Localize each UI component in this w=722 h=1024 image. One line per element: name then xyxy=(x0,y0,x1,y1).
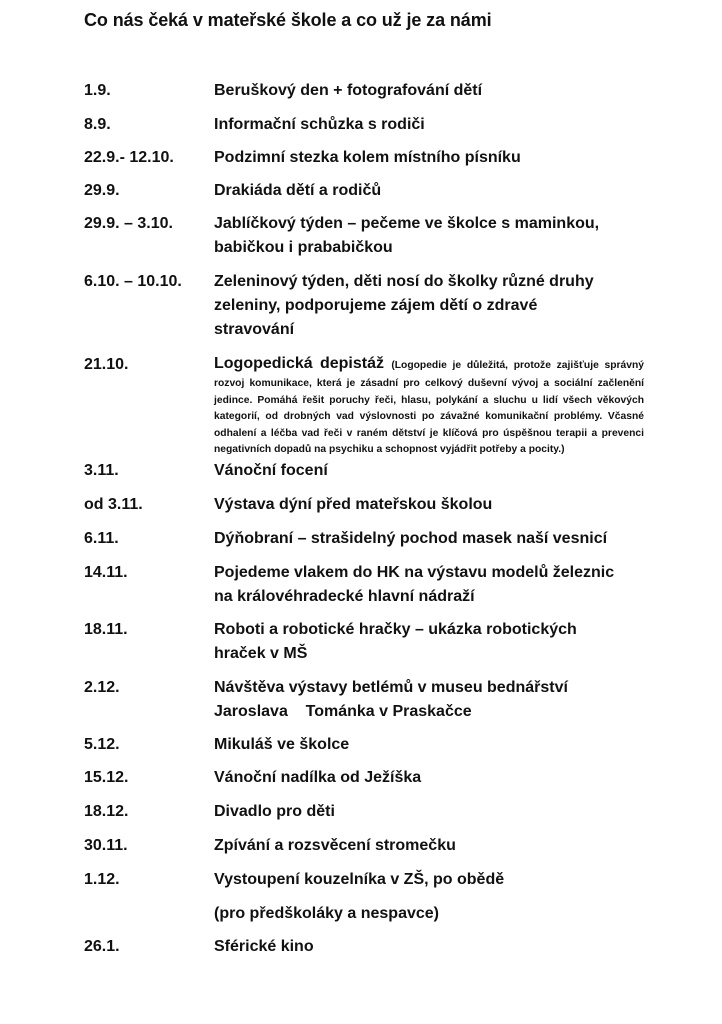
event-date: 18.12. xyxy=(84,803,129,820)
event-date: 6.10. – 10.10. xyxy=(84,273,182,290)
event-text: Informační schůzka s rodiči xyxy=(214,116,425,133)
event-text: Drakiáda dětí a rodičů xyxy=(214,182,382,199)
event-date: 5.12. xyxy=(84,736,120,753)
event-text-line: Návštěva výstavy betlémů v museu bednářství xyxy=(214,679,568,696)
event-text xyxy=(214,676,644,724)
event-text-line: Zeleninový týden, děti nosí do školky různé druhy xyxy=(214,273,594,290)
event-text-line: babičkou i prababičkou xyxy=(214,239,393,256)
event-text: Vánoční focení xyxy=(214,462,328,479)
event-text-line: stravování xyxy=(214,321,295,338)
event-text: Zpívání a rozsvěcení stromečku xyxy=(214,837,456,854)
event-date: 21.10. xyxy=(84,356,129,373)
event-text: Mikuláš ve školce xyxy=(214,736,350,753)
event-text-line: Jablíčkový týden – pečeme ve školce s maminkou, xyxy=(214,215,600,232)
event-title: Logopedická depistáž xyxy=(214,355,385,372)
event-text-line: zeleniny, podporujeme zájem dětí o zdravé xyxy=(214,297,538,314)
event-text-line: na královéhradecké hlavní nádraží xyxy=(214,588,475,605)
event-date: 30.11. xyxy=(84,837,128,854)
event-text-line: hraček v MŠ xyxy=(214,645,308,662)
event-date: 1.12. xyxy=(84,871,120,888)
event-text-line: Pojedeme vlakem do HK na výstavu modelů železnic xyxy=(214,564,615,581)
event-note: (Logopedie je důležitá, protože zajišťuje správný rozvoj komunikace, která je zásadní pro celkový duševní vývoj a sociální začlenění jedince. Pomáhá řešit poruchy řeči, hlasu, polykání a sluchu u lidí všech věkových kategorií, od drobných vad výslovnosti po závažné komunikační problémy. Včasné odhalení a léčba vad řeči v raném dětství je klíčová pro úspěšnou terapii a prevenci negativních dopadů na psychiku a schopnost vyjádřit potřeby a pocity.) xyxy=(214,360,645,455)
event-text xyxy=(214,270,644,342)
event-text xyxy=(214,868,644,926)
event-text: Dýňobraní – strašidelný pochod masek naší vesnicí xyxy=(214,530,608,547)
event-date: od 3.11. xyxy=(84,496,143,513)
event-text: Beruškový den + fotografování dětí xyxy=(214,82,483,99)
event-text xyxy=(214,353,644,458)
event-text xyxy=(214,212,644,260)
event-date: 15.12. xyxy=(84,769,129,786)
event-text: Vánoční nadílka od Ježíška xyxy=(214,769,422,786)
event-text: Divadlo pro děti xyxy=(214,803,335,820)
event-text: Výstava dýní před mateřskou školou xyxy=(214,496,493,513)
event-text-line: Jaroslava Tománka v Praskačce xyxy=(214,703,472,720)
event-text: Sférické kino xyxy=(214,938,314,955)
page-title: Co nás čeká v mateřské škole a co už je za námi xyxy=(84,10,492,30)
event-date: 29.9. – 3.10. xyxy=(84,215,173,232)
event-text: Podzimní stezka kolem místního písníku xyxy=(214,149,521,166)
event-date: 18.11. xyxy=(84,621,128,638)
event-date: 26.1. xyxy=(84,938,120,955)
event-text xyxy=(214,561,644,609)
event-date: 22.9.- 12.10. xyxy=(84,149,174,166)
event-date: 2.12. xyxy=(84,679,120,696)
event-date: 8.9. xyxy=(84,116,111,133)
event-text-line: (pro předškoláky a nespavce) xyxy=(214,905,439,922)
event-date: 14.11. xyxy=(84,564,128,581)
event-text-line: Vystoupení kouzelníka v ZŠ, po obědě xyxy=(214,871,505,888)
event-date: 3.11. xyxy=(84,462,119,479)
event-date: 6.11. xyxy=(84,530,119,547)
event-date: 29.9. xyxy=(84,182,120,199)
event-text xyxy=(214,618,644,666)
event-date: 1.9. xyxy=(84,82,111,99)
event-text-line: Roboti a robotické hračky – ukázka robotických xyxy=(214,621,577,638)
